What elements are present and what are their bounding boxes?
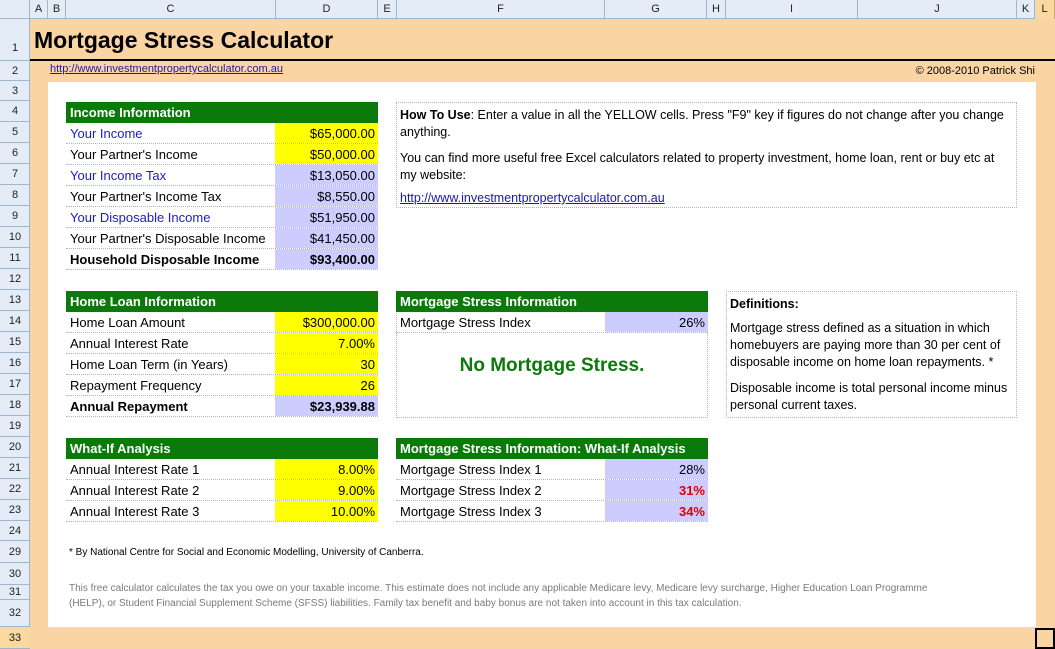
table-row — [66, 501, 378, 522]
mortgage-stress-table — [396, 291, 708, 377]
home-loan-table — [66, 291, 378, 417]
how-to-use-text — [400, 107, 1013, 141]
row-header[interactable]: 10 — [0, 227, 30, 248]
column-header-g[interactable]: G — [605, 0, 707, 19]
definitions-box — [726, 291, 1017, 418]
table-row — [66, 207, 378, 228]
row-header[interactable]: 18 — [0, 395, 30, 416]
home-loan-heading: Home Loan Information — [66, 291, 378, 312]
household-disposable-income-label: Household Disposable Income — [70, 252, 260, 267]
partner-disposable-income-label: Your Partner's Disposable Income — [70, 231, 266, 246]
loan-term-label: Home Loan Term (in Years) — [70, 357, 229, 372]
row-header[interactable]: 4 — [0, 101, 30, 122]
income-table — [66, 102, 378, 270]
row-header[interactable]: 16 — [0, 353, 30, 374]
table-row — [66, 144, 378, 165]
table-row — [396, 312, 708, 333]
what-if-rate-1-input[interactable]: 8.00% — [275, 459, 378, 479]
disclaimer-line-1: This free calculator calculates the tax you owe on your taxable income. This estimate does not include any applicable Medicare levy, Medicare levy surcharge, Higher Education Loan Programme — [69, 583, 928, 594]
active-cell-selection[interactable] — [1035, 628, 1055, 649]
stress-index-1-label: Mortgage Stress Index 1 — [400, 462, 542, 477]
row-header[interactable]: 3 — [0, 81, 30, 101]
row-header[interactable]: 17 — [0, 374, 30, 395]
what-if-rate-2-label: Annual Interest Rate 2 — [70, 483, 200, 498]
row-header[interactable]: 8 — [0, 185, 30, 206]
column-header-c[interactable]: C — [66, 0, 276, 19]
annual-repayment-value: $23,939.88 — [275, 396, 378, 416]
column-header-k[interactable]: K — [1017, 0, 1035, 19]
table-row — [66, 312, 378, 333]
row-header[interactable]: 22 — [0, 479, 30, 500]
column-header-bar — [0, 0, 1055, 19]
how-to-use-label: How To Use — [400, 108, 471, 122]
row-header[interactable]: 14 — [0, 311, 30, 332]
column-header-i[interactable]: I — [726, 0, 858, 19]
stress-what-if-table — [396, 438, 708, 522]
stress-index-2-label: Mortgage Stress Index 2 — [400, 483, 542, 498]
select-all-corner[interactable] — [0, 0, 30, 19]
how-to-use-box — [396, 102, 1017, 208]
stress-what-if-heading: Mortgage Stress Information: What-If Analysis — [396, 438, 708, 459]
row-header[interactable]: 6 — [0, 143, 30, 164]
row-header[interactable]: 24 — [0, 521, 30, 541]
row-header[interactable]: 20 — [0, 437, 30, 458]
what-if-table — [66, 438, 378, 522]
column-header-b[interactable]: B — [48, 0, 66, 19]
row-header-bar — [0, 19, 30, 649]
table-row — [66, 396, 378, 417]
table-row — [66, 228, 378, 249]
mortgage-stress-heading: Mortgage Stress Information — [396, 291, 708, 312]
row-header[interactable]: 7 — [0, 164, 30, 185]
row-header[interactable]: 12 — [0, 269, 30, 290]
table-row — [66, 165, 378, 186]
definition-disposable-income: Disposable income is total personal income minus personal current taxes. — [730, 381, 1008, 412]
household-disposable-income-value: $93,400.00 — [275, 249, 378, 269]
how-to-use-instructions: : Enter a value in all the YELLOW cells. Press "F9" key if figures do not change after you change anything. — [400, 108, 1004, 139]
repayment-frequency-input[interactable]: 26 — [275, 375, 378, 395]
row-header[interactable]: 9 — [0, 206, 30, 227]
income-heading: Income Information — [66, 102, 378, 123]
stress-index-value: 26% — [605, 312, 708, 332]
partner-income-label: Your Partner's Income — [70, 147, 198, 162]
what-if-heading: What-If Analysis — [66, 438, 378, 459]
row-header[interactable]: 29 — [0, 541, 30, 563]
table-row — [66, 186, 378, 207]
what-if-rate-1-label: Annual Interest Rate 1 — [70, 462, 200, 477]
table-row — [66, 459, 378, 480]
row-header[interactable]: 15 — [0, 332, 30, 353]
your-income-label: Your Income — [70, 126, 143, 141]
table-row — [66, 249, 378, 270]
row-header[interactable]: 11 — [0, 248, 30, 269]
column-header-l[interactable]: L — [1035, 0, 1055, 19]
annual-repayment-label: Annual Repayment — [70, 399, 188, 414]
how-to-use-website-link[interactable]: http://www.investmentpropertycalculator.com.au — [400, 191, 665, 205]
repayment-frequency-label: Repayment Frequency — [70, 378, 202, 393]
column-header-h[interactable]: H — [707, 0, 726, 19]
home-loan-amount-label: Home Loan Amount — [70, 315, 185, 330]
row-header[interactable]: 31 — [0, 585, 30, 600]
definition-mortgage-stress: Mortgage stress defined as a situation in which homebuyers are paying more than 30 per cent of disposable income on home loan repayments. * — [730, 321, 1001, 369]
row-header[interactable]: 32 — [0, 600, 30, 627]
page-title: Mortgage Stress Calculator — [34, 27, 334, 53]
stress-index-1-value: 28% — [605, 459, 708, 479]
column-header-j[interactable]: J — [858, 0, 1017, 19]
your-income-tax-value: $13,050.00 — [275, 165, 378, 185]
copyright-text: © 2008-2010 Patrick Shi — [915, 65, 1035, 77]
row-header[interactable]: 13 — [0, 290, 30, 311]
your-disposable-income-value: $51,950.00 — [275, 207, 378, 227]
stress-index-label: Mortgage Stress Index — [400, 315, 531, 330]
table-row — [396, 501, 708, 522]
partner-disposable-income-value: $41,450.00 — [275, 228, 378, 248]
row-header[interactable]: 23 — [0, 500, 30, 521]
source-footnote: * By National Centre for Social and Economic Modelling, University of Canberra. — [69, 547, 424, 558]
row-header[interactable]: 33 — [0, 627, 30, 649]
table-row — [66, 123, 378, 144]
your-income-input[interactable]: $65,000.00 — [275, 123, 378, 143]
more-calculators-text: You can find more useful free Excel calculators related to property investment, home loan, rent or buy etc at my website: — [400, 151, 995, 182]
interest-rate-label: Annual Interest Rate — [70, 336, 189, 351]
what-if-rate-2-input[interactable]: 9.00% — [275, 480, 378, 500]
partner-income-tax-value: $8,550.00 — [275, 186, 378, 206]
disclaimer-text — [69, 581, 927, 611]
row-header[interactable]: 19 — [0, 416, 30, 437]
row-header[interactable]: 30 — [0, 563, 30, 585]
website-link[interactable]: http://www.investmentpropertycalculator.com.au — [50, 63, 283, 75]
loan-term-input[interactable]: 30 — [275, 354, 378, 374]
what-if-rate-3-label: Annual Interest Rate 3 — [70, 504, 200, 519]
partner-income-tax-label: Your Partner's Income Tax — [70, 189, 222, 204]
column-header-a[interactable]: A — [30, 0, 48, 19]
row-header[interactable]: 5 — [0, 122, 30, 143]
definitions-heading: Definitions: — [730, 297, 799, 311]
your-disposable-income-label: Your Disposable Income — [70, 210, 211, 225]
interest-rate-input[interactable]: 7.00% — [275, 333, 378, 353]
table-row — [396, 480, 708, 501]
column-header-d[interactable]: D — [276, 0, 378, 19]
table-row — [66, 354, 378, 375]
stress-index-3-label: Mortgage Stress Index 3 — [400, 504, 542, 519]
table-row — [396, 459, 708, 480]
partner-income-input[interactable]: $50,000.00 — [275, 144, 378, 164]
column-header-e[interactable]: E — [378, 0, 397, 19]
row-header[interactable]: 21 — [0, 458, 30, 479]
table-row — [66, 375, 378, 396]
stress-index-3-value: 34% — [605, 501, 708, 521]
row-header[interactable]: 1 — [0, 19, 30, 61]
row-header[interactable]: 2 — [0, 61, 30, 81]
stress-index-2-value: 31% — [605, 480, 708, 500]
your-income-tax-label: Your Income Tax — [70, 168, 167, 183]
table-row — [66, 333, 378, 354]
stress-result: No Mortgage Stress. — [459, 355, 645, 376]
what-if-rate-3-input[interactable]: 10.00% — [275, 501, 378, 521]
disclaimer-line-2: (HELP), or Student Financial Supplement Scheme (SFSS) liabilities. Family tax benefit and baby bonus are not taken into account in this tax calculation. — [69, 598, 742, 609]
home-loan-amount-input[interactable]: $300,000.00 — [275, 312, 378, 332]
table-row — [66, 480, 378, 501]
column-header-f[interactable]: F — [397, 0, 605, 19]
